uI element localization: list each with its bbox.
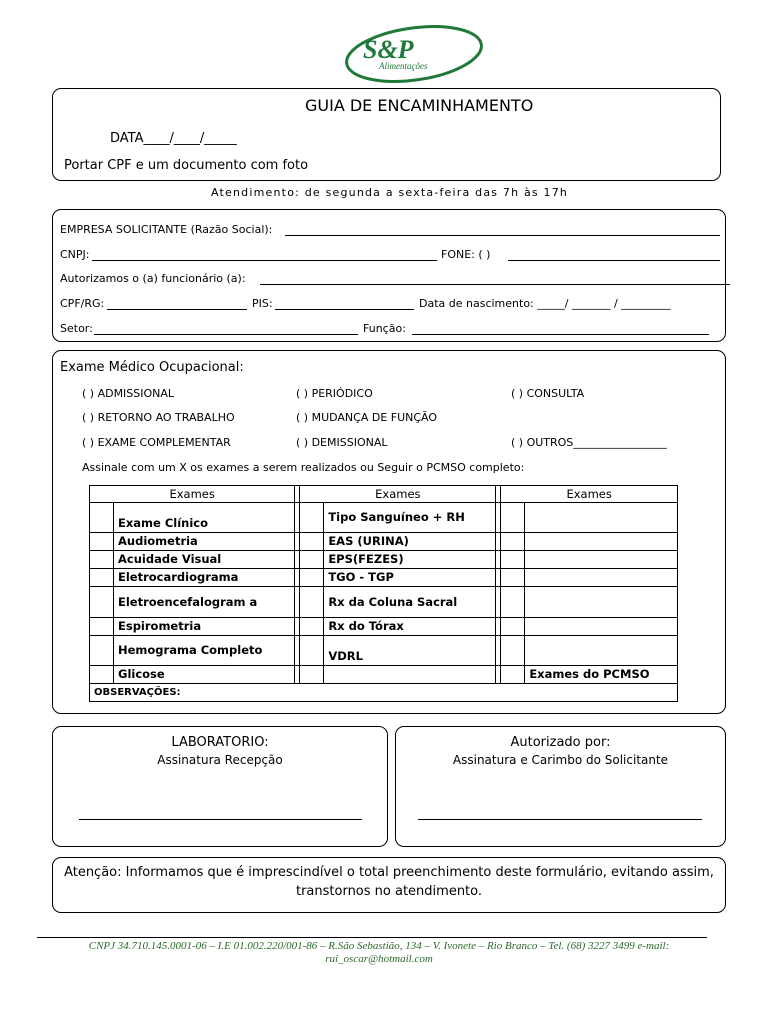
option-complementar[interactable]: ( ) EXAME COMPLEMENTAR	[82, 436, 231, 449]
exam-checkbox[interactable]	[300, 587, 324, 618]
exam-label	[525, 587, 678, 618]
exam-checkbox[interactable]	[90, 503, 114, 533]
exam-label	[525, 569, 678, 587]
exam-checkbox[interactable]	[501, 636, 525, 666]
cnpj-label: CNPJ:	[60, 248, 90, 261]
table-row	[90, 551, 678, 569]
exam-label: Acuidade Visual	[114, 551, 295, 569]
logo-subtitle: Alimentações	[379, 61, 428, 71]
exam-label: Eletrocardiograma	[114, 569, 295, 587]
option-admissional[interactable]: ( ) ADMISSIONAL	[82, 387, 175, 400]
exam-checkbox[interactable]	[300, 533, 324, 551]
pis-field[interactable]	[275, 309, 414, 310]
exam-checkbox[interactable]	[501, 569, 525, 587]
exam-label: Rx do Tórax	[324, 618, 496, 636]
exam-checkbox[interactable]	[90, 636, 114, 666]
exam-label: Espirometria	[114, 618, 295, 636]
exam-label: Rx da Coluna Sacral	[324, 587, 496, 618]
cpf-rg-field[interactable]	[107, 309, 247, 310]
birth-date-field[interactable]: Data de nascimento: _____/ _______ / _________	[419, 297, 671, 310]
exam-label: Audiometria	[114, 533, 295, 551]
exam-checkbox[interactable]	[300, 551, 324, 569]
exam-checkbox[interactable]	[300, 569, 324, 587]
table-row	[90, 569, 678, 587]
exam-label: Exame Clínico	[114, 503, 295, 533]
setor-label: Setor:	[60, 322, 93, 335]
option-periodico[interactable]: ( ) PERIÓDICO	[296, 387, 373, 400]
exam-checkbox[interactable]	[90, 587, 114, 618]
exam-checkbox[interactable]	[90, 551, 114, 569]
footer-rule	[37, 937, 707, 938]
razao-social-label: EMPRESA SOLICITANTE (Razão Social):	[60, 223, 273, 236]
exam-label: EAS (URINA)	[324, 533, 496, 551]
col3-header: Exames	[501, 486, 678, 503]
funcionario-field[interactable]	[260, 284, 730, 285]
auth-subtitle: Assinatura e Carimbo do Solicitante	[452, 753, 669, 767]
exam-label: Exames do PCMSO	[525, 666, 678, 684]
table-row	[90, 587, 678, 618]
exam-checkbox[interactable]	[90, 618, 114, 636]
funcionario-label: Autorizamos o (a) funcionário (a):	[60, 272, 246, 285]
exams-table	[89, 485, 678, 702]
exam-label: VDRL	[324, 636, 496, 666]
exam-label: Glicose	[114, 666, 295, 684]
option-demissional[interactable]: ( ) DEMISSIONAL	[296, 436, 388, 449]
observations-label: OBSERVAÇÕES:	[90, 684, 678, 702]
table-row	[90, 533, 678, 551]
exam-checkbox[interactable]	[300, 636, 324, 666]
option-retorno[interactable]: ( ) RETORNO AO TRABALHO	[82, 411, 235, 424]
auth-signature-line[interactable]	[418, 819, 702, 820]
table-row	[90, 618, 678, 636]
funcao-label: Função:	[363, 322, 406, 335]
table-row	[90, 666, 678, 684]
cpf-rg-label: CPF/RG:	[60, 297, 105, 310]
exam-label	[324, 666, 496, 684]
exam-checkbox[interactable]	[501, 533, 525, 551]
sp-logo	[343, 24, 485, 86]
observations-row[interactable]	[90, 684, 678, 702]
service-hours: Atendimento: de segunda a sexta-feira das 7h às 17h	[211, 186, 569, 199]
exam-checkbox[interactable]	[300, 666, 324, 684]
option-mudanca[interactable]: ( ) MUDANÇA DE FUNÇÃO	[296, 411, 438, 424]
page-title: GUIA DE ENCAMINHAMENTO	[305, 96, 534, 115]
date-field[interactable]: DATA____/____/_____	[110, 131, 237, 146]
table-row	[90, 503, 678, 533]
exam-checkbox[interactable]	[501, 587, 525, 618]
lab-subtitle: Assinatura Recepção	[157, 753, 283, 767]
exam-instruction: Assinale com um X os exames a serem realizados ou Seguir o PCMSO completo:	[82, 461, 525, 474]
funcao-field[interactable]	[412, 334, 709, 335]
footer-email: rui_oscar@hotmail.com	[325, 953, 433, 965]
notice-text: Atenção: Informamos que é imprescindível o total preenchimento deste formulário, evitando assim, transtornos no atendimento.	[64, 865, 714, 899]
exam-checkbox[interactable]	[300, 618, 324, 636]
lab-title: LABORATORIO:	[171, 735, 269, 750]
exam-checkbox[interactable]	[501, 666, 525, 684]
exam-label	[525, 636, 678, 666]
option-consulta[interactable]: ( ) CONSULTA	[511, 387, 585, 400]
col2-header: Exames	[300, 486, 496, 503]
exam-label: EPS(FEZES)	[324, 551, 496, 569]
col1-header: Exames	[90, 486, 295, 503]
exam-label: TGO - TGP	[324, 569, 496, 587]
footer-contact: CNPJ 34.710.145.0001-06 – I.E 01.002.220/001-86 – R.São Sebastião, 134 – V. Ivonete – Rio Branco – Tel. (68) 3227 3499 e-mail:	[88, 940, 670, 952]
exam-checkbox[interactable]	[90, 666, 114, 684]
exam-label	[525, 551, 678, 569]
option-outros[interactable]: ( ) OUTROS_________________	[511, 436, 667, 449]
exam-label: Hemograma Completo	[114, 636, 295, 666]
exam-checkbox[interactable]	[501, 551, 525, 569]
table-header-row	[90, 486, 678, 503]
pis-label: PIS:	[252, 297, 273, 310]
table-row	[90, 636, 678, 666]
exam-label	[525, 533, 678, 551]
lab-signature-line[interactable]	[79, 819, 362, 820]
exam-checkbox[interactable]	[90, 569, 114, 587]
cnpj-field[interactable]	[92, 260, 437, 261]
exam-checkbox[interactable]	[501, 503, 525, 533]
exam-checkbox[interactable]	[300, 503, 324, 533]
setor-field[interactable]	[94, 334, 358, 335]
exam-checkbox[interactable]	[90, 533, 114, 551]
exam-heading: Exame Médico Ocupacional:	[60, 360, 244, 375]
logo-brand: S&P	[363, 35, 414, 64]
razao-social-field[interactable]	[285, 235, 720, 236]
exam-label	[525, 618, 678, 636]
document-instruction: Portar CPF e um documento com foto	[64, 158, 309, 173]
exam-label: Eletroencefalogram a	[114, 587, 295, 618]
fone-label: FONE: ( )	[441, 248, 491, 261]
auth-title: Autorizado por:	[510, 735, 611, 750]
exam-label: Tipo Sanguíneo + RH	[324, 503, 496, 533]
exam-checkbox[interactable]	[501, 618, 525, 636]
fone-field[interactable]	[508, 260, 720, 261]
exam-label	[525, 503, 678, 533]
